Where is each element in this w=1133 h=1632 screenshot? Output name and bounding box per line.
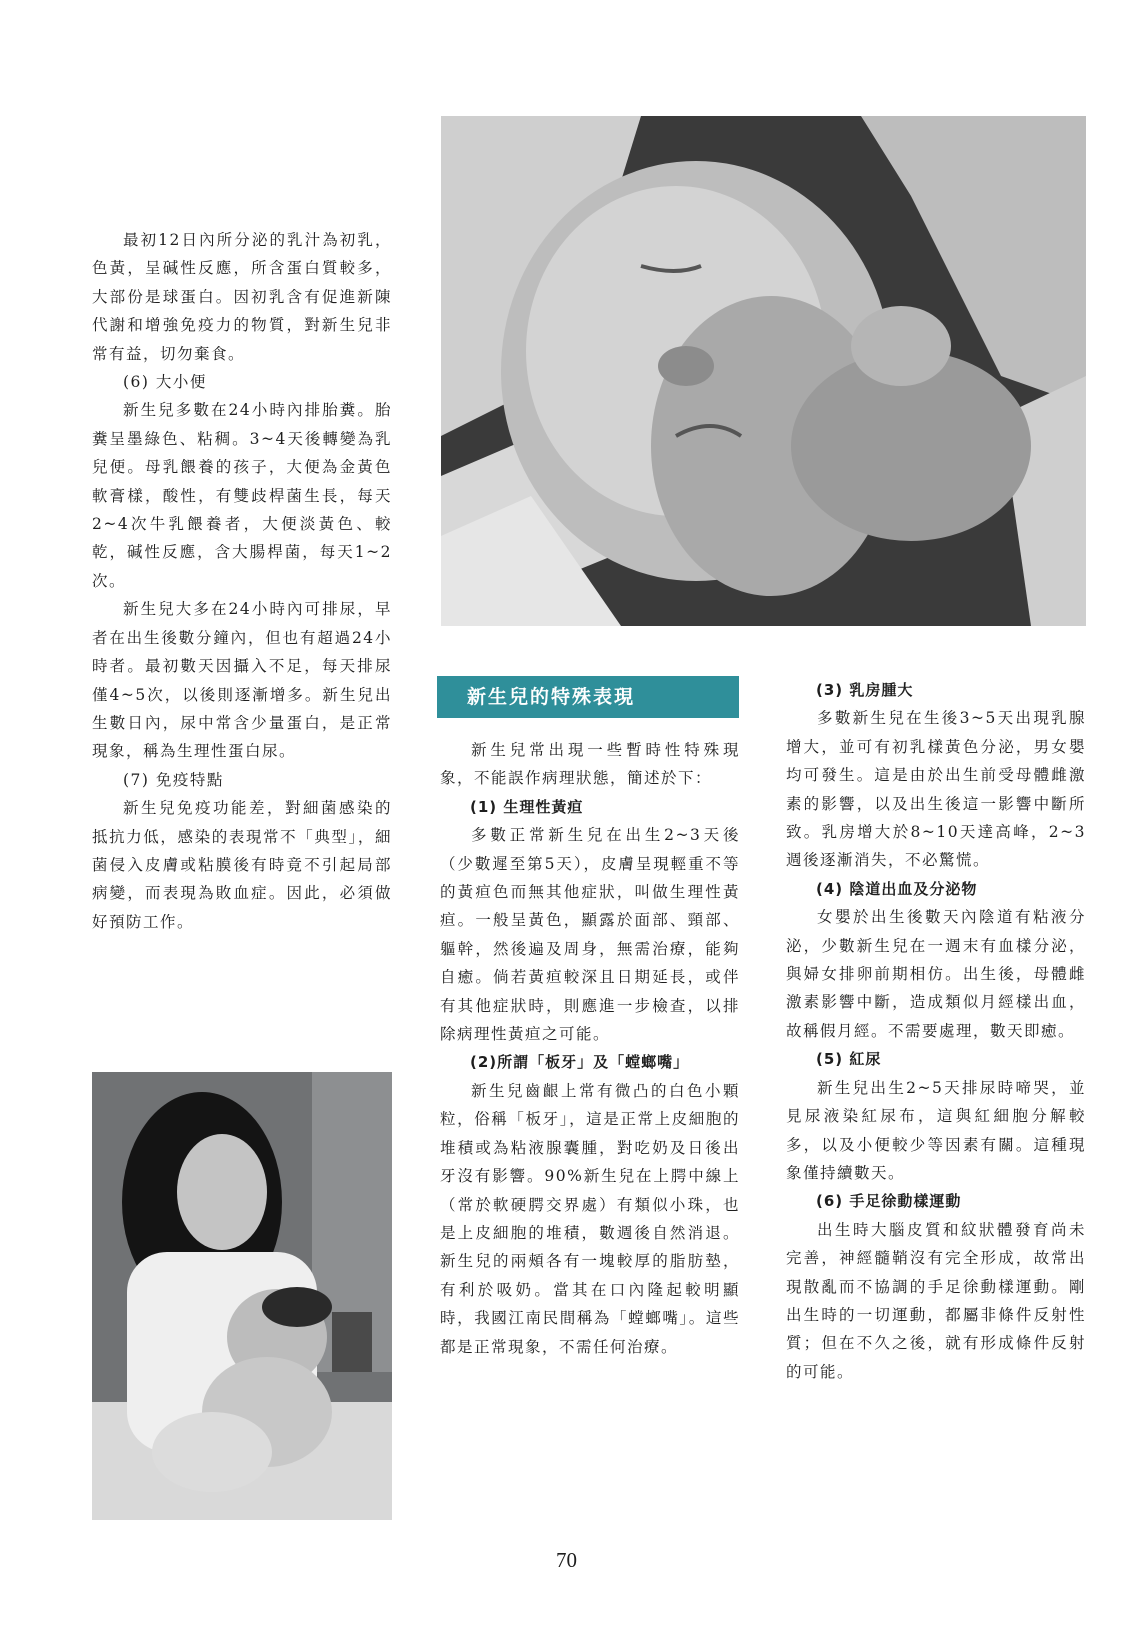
- heading-jaundice: (1) 生理性黃疸: [470, 797, 584, 816]
- section-title-banner: 新生兒的特殊表現: [437, 676, 739, 718]
- paragraph-stool: 新生兒多數在24小時內排胎糞。胎糞呈墨綠色、粘稠。3~4天後轉變為乳兒便。母乳餵養的孩子，大便為金黃色軟膏樣，酸性，有雙歧桿菌生長，每天2~4次牛乳餵養者，大便淡黃色、較乾，碱性反應，含大腸桿菌，每天1~2次。: [92, 401, 392, 590]
- left-column-text: [92, 226, 392, 936]
- right-column-text: [786, 676, 1086, 1386]
- paragraph-athetoid-movement: 出生時大腦皮質和紋狀體發育尚未完善，神經髓鞘沒有完全形成，故常出現散亂而不協調的手足徐動樣運動。剛出生時的一切運動，都屬非條件反射性質；但在不久之後，就有形成條件反射的可能。: [786, 1220, 1086, 1381]
- paragraph-vaginal-bleeding: 女嬰於出生後數天內陰道有粘液分泌，少數新生兒在一週末有血樣分泌，與婦女排卵前期相仿。出生後，母體雌激素影響中斷，造成類似月經樣出血，故稱假月經。不需要處理，數天即癒。: [786, 908, 1086, 1040]
- heading-red-urine: (5) 紅尿: [816, 1050, 882, 1069]
- paragraph-gum-cysts: 新生兒齒齦上常有微凸的白色小顆粒，俗稱「板牙」，這是正常上皮細胞的堆積或為粘液腺囊腫，對吃奶及日後出牙沒有影響。90%新生兒在上腭中線上（常於軟硬腭交界處）有類似小珠，也是上皮細胞的堆積，數週後自然消退。新生兒的兩頰各有一塊較厚的脂肪墊，有利於吸奶。當其在口內隆起較明顯時，我國江南民間稱為「螳螂嘴」。這些都是正常現象，不需任何治療。: [440, 1081, 740, 1356]
- paragraph-immunity: 新生兒免疫功能差，對細菌感染的抵抗力低，感染的表現常不「典型」，細菌侵入皮膚或粘膜後有時竟不引起局部病變，而表現為敗血症。因此，必須做好預防工作。: [92, 799, 392, 931]
- mother-and-baby-photo: [92, 1072, 392, 1520]
- paragraph-red-urine: 新生兒出生2~5天排尿時啼哭，並見尿液染紅尿布，這與紅細胞分解較多，以及小便較少等因素有關。這種現象僅持續數天。: [786, 1078, 1086, 1182]
- sleeping-baby-photo: [441, 116, 1086, 626]
- heading-athetoid-movement: (6) 手足徐動樣運動: [816, 1192, 962, 1211]
- heading-immunity: (7) 免疫特點: [123, 770, 224, 789]
- paragraph-intro: 新生兒常出現一些暫時性特殊現象，不能誤作病理狀態，簡述於下：: [440, 741, 740, 788]
- heading-vaginal-bleeding: (4) 陰道出血及分泌物: [816, 879, 978, 898]
- paragraph-breast-swelling: 多數新生兒在生後3~5天出現乳腺增大，並可有初乳樣黃色分泌，男女嬰均可發生。這是由於出生前受母體雌激素的影響，以及出生後這一影響中斷所致。乳房增大於8~10天達高峰，2~3週後逐漸消失，不必驚慌。: [786, 709, 1086, 870]
- paragraph-colostrum: 最初12日內所分泌的乳汁為初乳，色黃，呈碱性反應，所含蛋白質較多，大部份是球蛋白。因初乳含有促進新陳代謝和增強免疫力的物質，對新生兒非常有益，切勿棄食。: [92, 231, 392, 363]
- page-number: 70: [556, 1548, 577, 1572]
- middle-column-text: [440, 736, 740, 1361]
- paragraph-urine: 新生兒大多在24小時內可排尿，早者在出生後數分鐘內，但也有超過24小時者。最初數天因攝入不足，每天排尿僅4~5次，以後則逐漸增多。新生兒出生數日內，尿中常含少量蛋白，是正常現象，稱為生理性蛋白尿。: [92, 600, 392, 761]
- heading-stool-urine: (6) 大小便: [123, 373, 207, 392]
- heading-gum-cysts: (2)所謂「板牙」及「螳螂嘴」: [470, 1053, 690, 1072]
- paragraph-jaundice: 多數正常新生兒在出生2~3天後（少數遲至第5天），皮膚呈現輕重不等的黃疸色而無其他症狀，叫做生理性黃疸。一般呈黃色，顯露於面部、頸部、軀幹，然後遍及周身，無需治療，能夠自癒。倘若黃疸較深且日期延長，或伴有其他症狀時，則應進一步檢查，以排除病理性黃疸之可能。: [440, 826, 740, 1044]
- heading-breast-swelling: (3) 乳房腫大: [816, 681, 914, 699]
